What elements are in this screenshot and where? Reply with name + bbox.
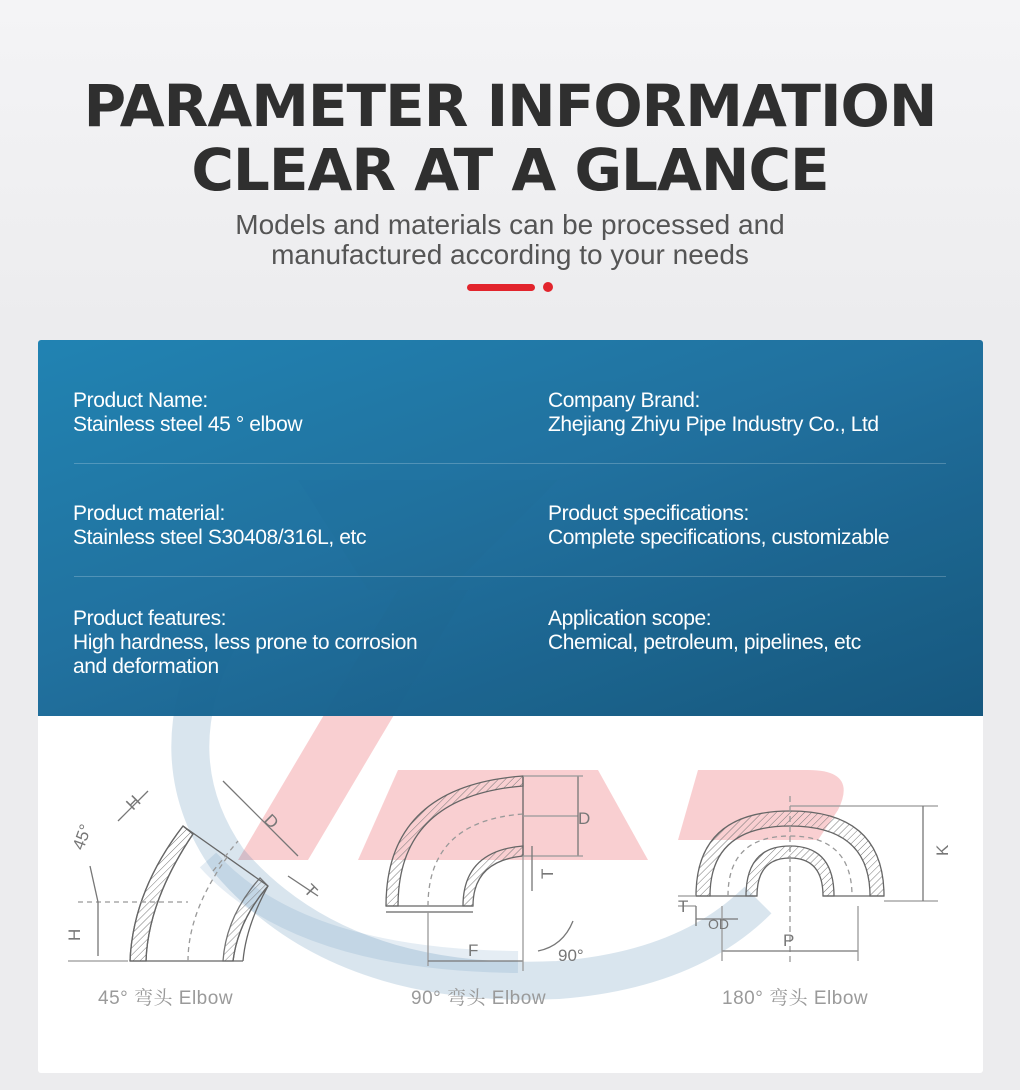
caption-180-elbow: 180° 弯头 Elbow: [722, 988, 869, 1009]
parameter-card: [38, 340, 983, 1073]
caption-45-elbow: 45° 弯头 Elbow: [98, 988, 234, 1009]
dim-d: D: [260, 810, 283, 833]
param-label: Product material:: [73, 502, 225, 525]
param-value-cont: and deformation: [73, 655, 219, 678]
elbow-45-labels: [65, 792, 321, 941]
parameter-panel: [38, 340, 983, 716]
elbow-90-labels: [468, 809, 590, 965]
param-value: Zhejiang Zhiyu Pipe Industry Co., Ltd: [548, 413, 879, 436]
dim-p: P: [783, 931, 795, 950]
param-label: Product specifications:: [548, 502, 749, 525]
param-value: Stainless steel S30408/316L, etc: [73, 526, 367, 549]
dim-t: T: [678, 897, 689, 916]
dim-f: F: [468, 941, 479, 960]
param-company-brand: [548, 389, 879, 437]
dim-angle: 90°: [558, 946, 584, 965]
page-title-line1: PARAMETER INFORMATION: [83, 72, 937, 140]
param-application-scope: [548, 607, 861, 655]
param-label: Product features:: [73, 607, 227, 630]
row-divider: [74, 463, 946, 464]
elbow-45-drawing: [68, 781, 318, 961]
dim-h-bottom: H: [65, 928, 84, 941]
param-label: Company Brand:: [548, 389, 700, 412]
elbow-180-drawing: [678, 796, 938, 966]
param-material: [73, 502, 366, 550]
dim-k: K: [933, 844, 952, 856]
dim-t: T: [538, 868, 557, 879]
page-title-line2: CLEAR AT A GLANCE: [191, 136, 829, 204]
dim-t: T: [300, 880, 321, 902]
accent-dot: [543, 282, 553, 292]
param-value: Stainless steel 45 ° elbow: [73, 413, 303, 436]
param-label: Application scope:: [548, 607, 712, 630]
subtitle-line2: manufactured according to your needs: [271, 239, 749, 270]
param-value: High hardness, less prone to corrosion: [73, 631, 418, 654]
param-value: Complete specifications, customizable: [548, 526, 890, 549]
dim-h-top: H: [122, 791, 145, 814]
row-divider: [74, 576, 946, 577]
dim-d: D: [578, 809, 591, 828]
elbow-diagrams: [38, 716, 983, 1073]
subtitle-line1: Models and materials can be processed and: [235, 209, 785, 240]
param-features: [73, 607, 417, 679]
dim-angle: 45°: [68, 821, 96, 853]
param-value: Chemical, petroleum, pipelines, etc: [548, 631, 861, 654]
param-specifications: [548, 502, 889, 550]
dim-od: OD: [708, 916, 729, 932]
accent-bar: [467, 284, 535, 291]
param-label: Product Name:: [73, 389, 208, 412]
caption-90-elbow: 90° 弯头 Elbow: [411, 988, 547, 1009]
header-section: [0, 0, 1020, 330]
param-product-name: [73, 389, 302, 437]
